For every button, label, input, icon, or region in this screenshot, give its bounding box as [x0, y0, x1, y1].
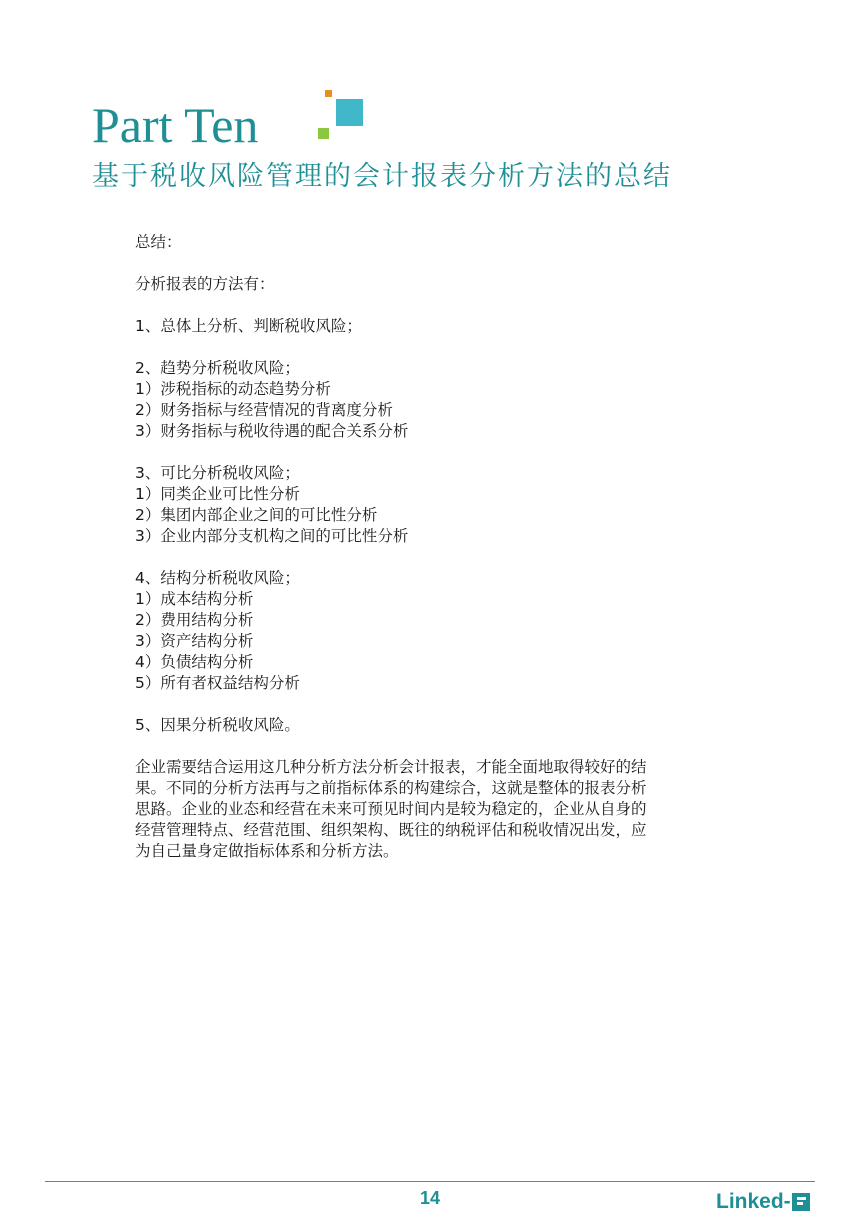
list-item: 5）所有者权益结构分析 [135, 674, 300, 692]
part-title: Part Ten [92, 97, 259, 153]
conclusion-line: 果。不同的分析方法再与之前指标体系的构建综合，这就是整体的报表分析 [135, 779, 647, 797]
decorative-square-teal [336, 99, 363, 126]
intro-text: 分析报表的方法有： [135, 275, 275, 293]
list-item: 2）集团内部企业之间的可比性分析 [135, 506, 378, 524]
method-1: 1、总体上分析、判断税收风险； [135, 317, 362, 335]
list-item: 1）同类企业可比性分析 [135, 485, 300, 503]
page-content [135, 232, 720, 862]
conclusion-line: 经营管理特点、经营范围、组织架构、既往的纳税评估和税收情况出发，应 [135, 821, 647, 839]
method-4-title: 4、结构分析税收风险； [135, 569, 300, 587]
method-2-title: 2、趋势分析税收风险； [135, 359, 300, 377]
list-item: 2）财务指标与经营情况的背离度分析 [135, 401, 393, 419]
brand-text: Linked- [716, 1190, 791, 1213]
decorative-square-orange [325, 90, 332, 97]
list-item: 1）涉税指标的动态趋势分析 [135, 380, 331, 398]
page-number: 14 [419, 1188, 441, 1208]
decorative-square-green [318, 128, 329, 139]
list-item: 2）费用结构分析 [135, 611, 254, 629]
method-5: 5、因果分析税收风险。 [135, 716, 300, 734]
list-item: 1）成本结构分析 [135, 590, 254, 608]
conclusion-line: 为自己量身定做指标体系和分析方法。 [135, 842, 399, 860]
section-subtitle: 基于税收风险管理的会计报表分析方法的总结 [92, 161, 672, 192]
list-item: 4）负债结构分析 [135, 653, 254, 671]
list-item: 3）财务指标与税收待遇的配合关系分析 [135, 422, 409, 440]
footer-divider [45, 1181, 815, 1182]
conclusion-line: 企业需要结合运用这几种分析方法分析会计报表，才能全面地取得较好的结 [135, 758, 647, 776]
list-item: 3）资产结构分析 [135, 632, 254, 650]
list-item: 3）企业内部分支机构之间的可比性分析 [135, 527, 409, 545]
summary-label: 总结： [135, 233, 182, 251]
conclusion-line: 思路。企业的业态和经营在未来可预见时间内是较为稳定的，企业从自身的 [135, 800, 647, 818]
method-3-title: 3、可比分析税收风险； [135, 464, 300, 482]
brand-logo [716, 1190, 810, 1214]
brand-f-icon [792, 1193, 810, 1211]
